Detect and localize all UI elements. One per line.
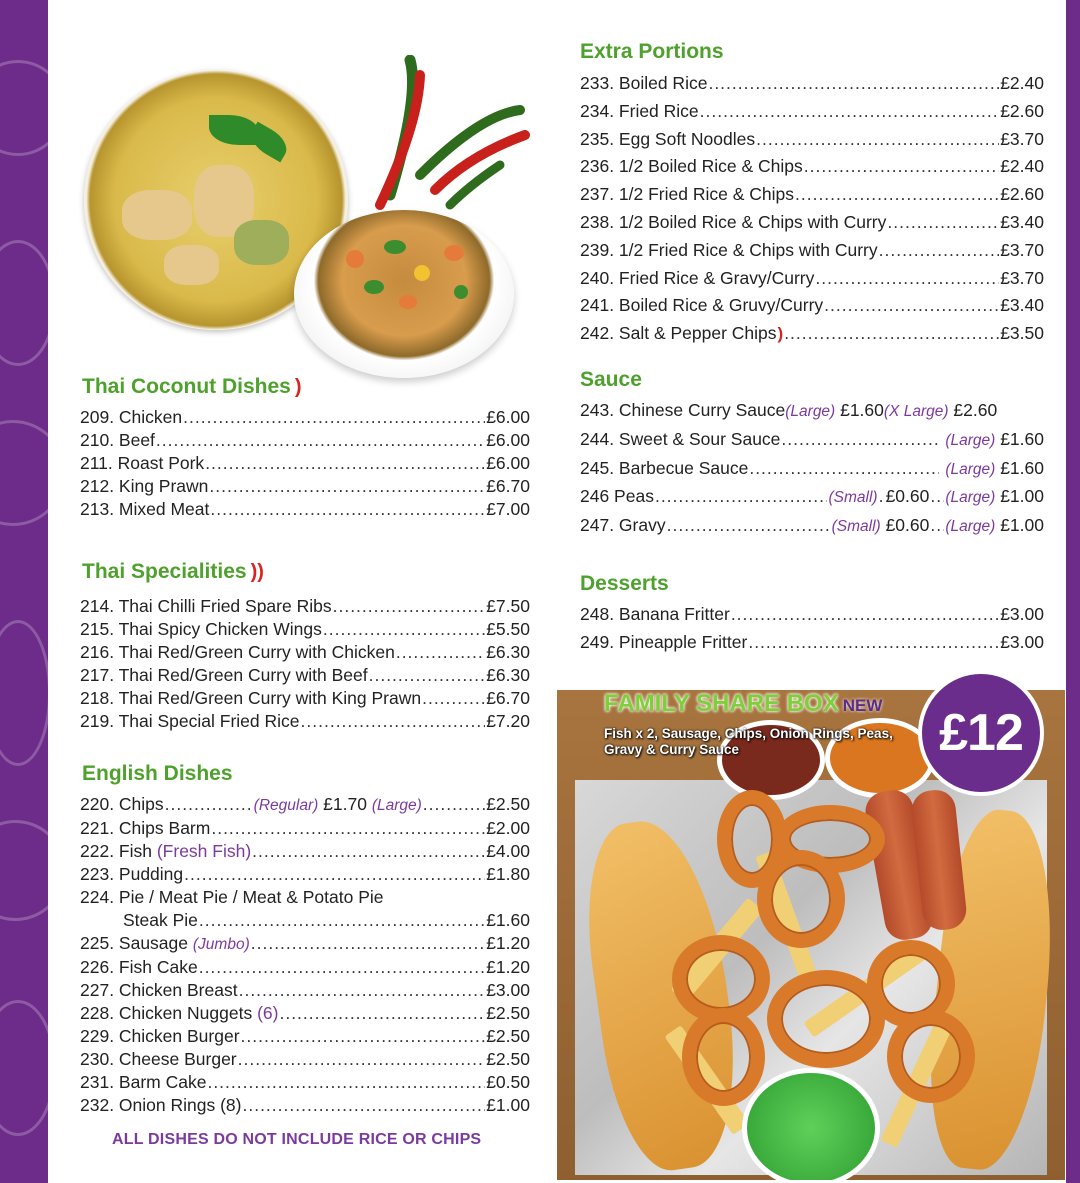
menu-item: 249. Pineapple Fritter ..... £3.00 bbox=[580, 629, 1044, 657]
chili-icon: )) bbox=[250, 561, 264, 583]
menu-item: 209. Chicken ..... £6.00 bbox=[80, 406, 530, 429]
section-title: English Dishes bbox=[82, 762, 233, 785]
family-share-box-title: FAMILY SHARE BOX NEW bbox=[604, 690, 883, 717]
menu-item: 234. Fried Rice ..... £2.60 bbox=[580, 98, 1044, 126]
extra-portions-section bbox=[580, 40, 1045, 64]
menu-item: 215. Thai Spicy Chicken Wings ..... £5.50 bbox=[80, 618, 530, 641]
menu-item: 221. Chips Barm ..... £2.00 bbox=[80, 817, 530, 840]
thai-specialities-list bbox=[80, 595, 530, 733]
menu-item: 247. Gravy ..... (Small) £0.60 ..... (Large) £1.00 bbox=[580, 512, 1044, 541]
menu-item: 217. Thai Red/Green Curry with Beef ..... £6.30 bbox=[80, 664, 530, 687]
thai-coconut-section bbox=[82, 375, 530, 399]
footer-note: ALL DISHES DO NOT INCLUDE RICE OR CHIPS bbox=[112, 1131, 482, 1148]
menu-item: 225. Sausage (Jumbo) ..... £1.20 bbox=[80, 932, 530, 956]
left-decorative-band bbox=[0, 0, 48, 1183]
chili-peppers-image bbox=[360, 55, 535, 215]
menu-item: 231. Barm Cake ..... £0.50 bbox=[80, 1071, 530, 1094]
menu-item: 243. Chinese Curry Sauce (Large) £1.60 (X Large) £2.60 bbox=[580, 400, 998, 420]
menu-item: 241. Boiled Rice & Gruvy/Curry ..... £3.40 bbox=[580, 292, 1044, 320]
menu-item: 233. Boiled Rice ..... £2.40 bbox=[580, 70, 1044, 98]
menu-item: 235. Egg Soft Noodles ..... £3.70 bbox=[580, 126, 1044, 154]
menu-item: 227. Chicken Breast ..... £3.00 bbox=[80, 979, 530, 1002]
chili-icon: ) bbox=[294, 376, 302, 398]
sauce-section bbox=[580, 368, 1045, 392]
menu-item: 240. Fried Rice & Gravy/Curry ..... £3.70 bbox=[580, 265, 1044, 293]
menu-item: 218. Thai Red/Green Curry with King Prawn ..... £6.70 bbox=[80, 687, 530, 710]
section-title: Thai Specialities )) bbox=[82, 560, 264, 583]
english-dishes-section bbox=[82, 762, 530, 786]
menu-item: 244. Sweet & Sour Sauce ..... (Large) £1.60 bbox=[580, 426, 1044, 455]
desserts-list bbox=[580, 601, 1044, 657]
menu-item: 220. Chips ..... (Regular) £1.70 (Large) ..... £2.50 bbox=[80, 793, 530, 817]
extra-portions-list bbox=[580, 70, 1044, 348]
section-title: Extra Portions bbox=[580, 40, 724, 63]
menu-item: Steak Pie ..... £1.60 bbox=[80, 909, 530, 932]
menu-item: 236. 1/2 Boiled Rice & Chips ..... £2.40 bbox=[580, 153, 1044, 181]
menu-item: 213. Mixed Meat ..... £7.00 bbox=[80, 498, 530, 521]
section-title: Desserts bbox=[580, 572, 669, 595]
menu-item: 210. Beef ..... £6.00 bbox=[80, 429, 530, 452]
menu-item: 245. Barbecue Sauce ..... (Large) £1.60 bbox=[580, 455, 1044, 484]
menu-item: 222. Fish (Fresh Fish) ..... £4.00 bbox=[80, 840, 530, 863]
sauce-list bbox=[580, 397, 1044, 541]
noodle-bowl-image bbox=[294, 210, 514, 378]
menu-item: 248. Banana Fritter ..... £3.00 bbox=[580, 601, 1044, 629]
section-title: Sauce bbox=[580, 368, 642, 391]
menu-item: 230. Cheese Burger ..... £2.50 bbox=[80, 1048, 530, 1071]
new-badge: NEW bbox=[842, 696, 883, 715]
menu-item: 232. Onion Rings (8) ..... £1.00 bbox=[80, 1094, 530, 1117]
english-dishes-list bbox=[80, 793, 530, 1117]
menu-item: 228. Chicken Nuggets (6) ..... £2.50 bbox=[80, 1002, 530, 1025]
menu-item: 239. 1/2 Fried Rice & Chips with Curry ..... £3.70 bbox=[580, 237, 1044, 265]
menu-item: 212. King Prawn ..... £6.70 bbox=[80, 475, 530, 498]
chili-icon: ) bbox=[777, 324, 784, 344]
family-share-box-description: Fish x 2, Sausage, Chips, Onion Rings, Peas, Gravy & Curry Sauce bbox=[604, 726, 893, 757]
menu-item: 216. Thai Red/Green Curry with Chicken ..... £6.30 bbox=[80, 641, 530, 664]
thai-coconut-list bbox=[80, 406, 530, 521]
menu-item: 224. Pie / Meat Pie / Meat & Potato Pie bbox=[80, 887, 384, 907]
desserts-section bbox=[580, 572, 1045, 596]
menu-item: 242. Salt & Pepper Chips ) ..... £3.50 bbox=[580, 320, 1044, 348]
menu-item: 211. Roast Pork ..... £6.00 bbox=[80, 452, 530, 475]
menu-item: 237. 1/2 Fried Rice & Chips ..... £2.60 bbox=[580, 181, 1044, 209]
menu-item: 219. Thai Special Fried Rice ..... £7.20 bbox=[80, 710, 530, 733]
section-title: Thai Coconut Dishes ) bbox=[82, 375, 302, 398]
menu-item: 214. Thai Chilli Fried Spare Ribs ..... £7.50 bbox=[80, 595, 530, 618]
menu-item: 238. 1/2 Boiled Rice & Chips with Curry ..... £3.40 bbox=[580, 209, 1044, 237]
thai-specialities-section bbox=[82, 560, 530, 584]
menu-item: 226. Fish Cake ..... £1.20 bbox=[80, 956, 530, 979]
family-share-box-price-badge: £12 bbox=[918, 670, 1044, 796]
menu-item: 223. Pudding ..... £1.80 bbox=[80, 863, 530, 886]
right-decorative-band bbox=[1066, 0, 1080, 1183]
menu-item: 246 Peas ..... (Small) ..... £0.60 ..... (Large) £1.00 bbox=[580, 483, 1044, 512]
menu-item: 229. Chicken Burger ..... £2.50 bbox=[80, 1025, 530, 1048]
